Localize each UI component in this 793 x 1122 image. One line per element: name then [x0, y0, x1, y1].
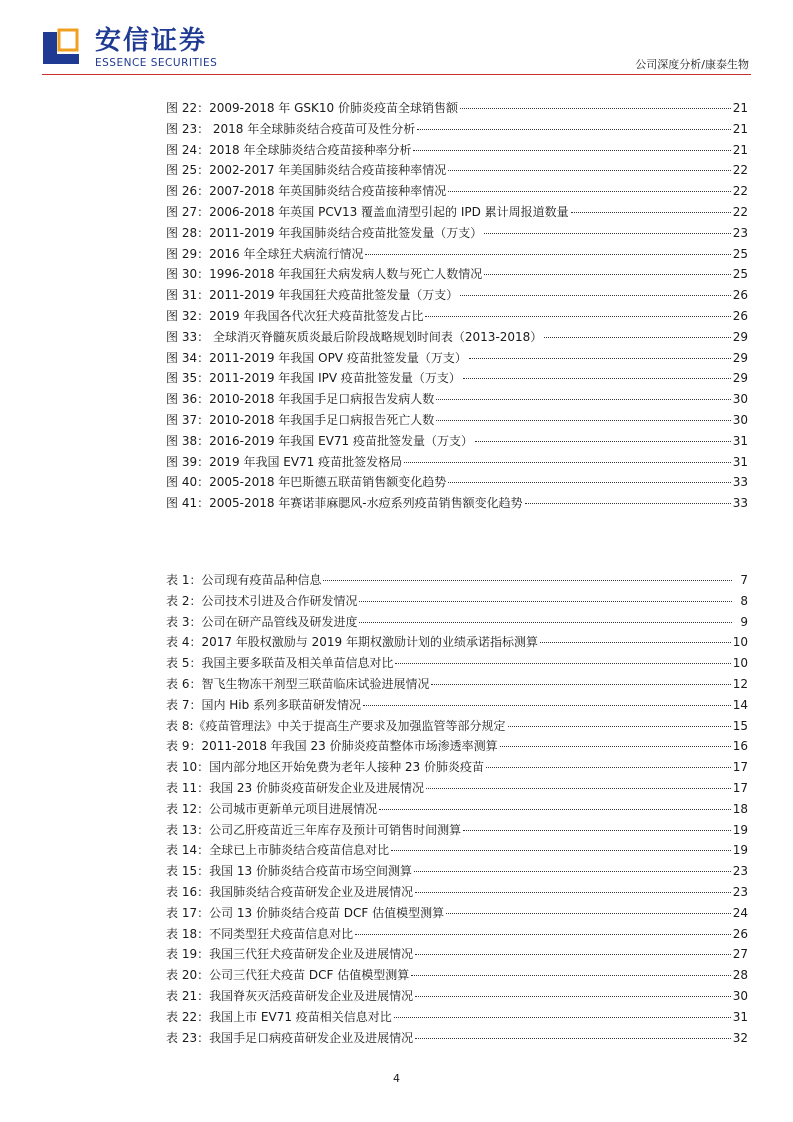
- header-divider: [42, 74, 751, 75]
- dot-leader: [414, 871, 731, 872]
- dot-leader: [413, 150, 730, 151]
- table-entry-title[interactable]: 表 1：公司现有疫苗品种信息: [166, 573, 322, 587]
- brand-name-en: ESSENCE SECURITIES: [95, 57, 218, 69]
- figure-entry-title[interactable]: 图 28：2011-2019 年我国肺炎结合疫苗批签发量（万支）: [166, 225, 483, 240]
- figure-entry[interactable]: [166, 452, 748, 473]
- table-entry-page[interactable]: 27: [732, 947, 748, 962]
- dot-leader: [448, 482, 730, 483]
- table-entry-title[interactable]: 表 4：2017 年股权激励与 2019 年期权激励计划的业绩承诺指标测算: [166, 635, 538, 650]
- table-entry-page[interactable]: 23: [732, 884, 748, 899]
- dot-leader: [446, 913, 731, 914]
- table-entry-page[interactable]: 24: [732, 905, 748, 920]
- dot-leader: [525, 503, 731, 504]
- figure-entry-title[interactable]: 图 37：2010-2018 年我国手足口病报告死亡人数: [166, 412, 435, 427]
- figure-index: [166, 98, 748, 514]
- figure-entry-page[interactable]: 25: [732, 246, 748, 261]
- dot-leader: [540, 642, 731, 643]
- figure-entry[interactable]: [166, 285, 748, 306]
- table-entry[interactable]: [166, 840, 748, 861]
- figure-entry[interactable]: [166, 140, 748, 161]
- dot-leader: [394, 1017, 731, 1018]
- table-entry-title[interactable]: 表 22：我国上市 EV71 疫苗相关信息对比: [166, 1009, 392, 1024]
- dot-leader: [395, 663, 730, 664]
- dot-leader: [469, 358, 731, 359]
- dot-leader: [431, 684, 730, 685]
- dot-leader: [355, 934, 731, 935]
- page-number: 4: [393, 1072, 400, 1085]
- figure-entry[interactable]: [166, 389, 748, 410]
- table-entry-title[interactable]: 表 18：不同类型狂犬疫苗信息对比: [166, 926, 354, 941]
- table-entry-page[interactable]: 23: [732, 864, 748, 879]
- figure-entry[interactable]: [166, 244, 748, 265]
- dot-leader: [363, 705, 731, 706]
- table-entry[interactable]: [166, 653, 748, 674]
- table-entry[interactable]: [166, 986, 748, 1007]
- table-entry-page[interactable]: 7: [740, 573, 748, 587]
- figure-entry-page[interactable]: 25: [732, 267, 748, 282]
- figure-entry[interactable]: [166, 327, 748, 348]
- essence-logo-icon: [42, 28, 80, 68]
- table-entry-page[interactable]: 19: [732, 843, 748, 858]
- table-entry[interactable]: [166, 716, 748, 737]
- table-entry-title[interactable]: 表 2：公司技术引进及合作研发情况: [166, 593, 358, 608]
- table-entry-page[interactable]: 17: [732, 780, 748, 795]
- table-entry-page[interactable]: 14: [732, 697, 748, 712]
- brand-name-cn: 安信证券: [95, 26, 208, 56]
- dot-leader: [411, 975, 730, 976]
- dot-leader: [460, 108, 731, 109]
- table-entry-page[interactable]: 10: [732, 656, 748, 671]
- table-entry-page[interactable]: 26: [732, 926, 748, 941]
- figure-entry-page[interactable]: 30: [732, 392, 748, 407]
- figure-entry-title[interactable]: 图 23： 2018 年全球肺炎结合疫苗可及性分析: [166, 121, 416, 136]
- figure-entry-page[interactable]: 31: [732, 454, 748, 469]
- dot-leader: [500, 746, 731, 747]
- figure-entry-page[interactable]: 33: [732, 475, 748, 490]
- figure-entry-page[interactable]: 23: [732, 225, 748, 240]
- table-entry-page[interactable]: 31: [732, 1009, 748, 1024]
- report-type: 公司深度分析/康泰生物: [635, 58, 749, 71]
- figure-entry-title[interactable]: 图 33： 全球消灭脊髓灰质炎最后阶段战略规划时间表（2013-2018）: [166, 329, 543, 344]
- dot-leader: [359, 622, 732, 623]
- figure-entry-title[interactable]: 图 35：2011-2019 年我国 IPV 疫苗批签发量（万支）: [166, 371, 461, 386]
- dot-leader: [448, 191, 730, 192]
- figure-entry[interactable]: [166, 181, 748, 202]
- dot-leader: [436, 420, 730, 421]
- table-entry[interactable]: [166, 591, 748, 612]
- figure-entry-title[interactable]: 图 26：2007-2018 年英国肺炎结合疫苗接种率情况: [166, 184, 447, 199]
- table-entry-page[interactable]: 12: [732, 676, 748, 691]
- table-entry-page[interactable]: 8: [740, 593, 748, 608]
- table-entry-title[interactable]: 表 21：我国脊灰灭活疫苗研发企业及进展情况: [166, 988, 414, 1003]
- figure-entry[interactable]: [166, 493, 748, 514]
- figure-entry[interactable]: [166, 431, 748, 452]
- table-entry-title[interactable]: 表 20：公司三代狂犬疫苗 DCF 估值模型测算: [166, 968, 410, 983]
- table-entry[interactable]: [166, 799, 748, 820]
- table-entry[interactable]: [166, 1007, 748, 1028]
- figure-entry-title[interactable]: 图 29：2016 年全球狂犬病流行情况: [166, 246, 364, 261]
- table-entry[interactable]: [166, 882, 748, 903]
- figure-entry-page[interactable]: 26: [732, 308, 748, 323]
- table-index: [166, 570, 748, 1048]
- dot-leader: [544, 337, 730, 338]
- table-entry[interactable]: [166, 674, 748, 695]
- figure-entry-title[interactable]: 图 40：2005-2018 年巴斯德五联苗销售额变化趋势: [166, 475, 447, 490]
- table-entry-page[interactable]: 15: [732, 718, 748, 733]
- table-entry[interactable]: [166, 861, 748, 882]
- table-entry[interactable]: [166, 757, 748, 778]
- figure-entry-page[interactable]: 31: [732, 433, 748, 448]
- figure-entry-page[interactable]: 21: [732, 142, 748, 157]
- figure-entry[interactable]: [166, 368, 748, 389]
- figure-entry-title[interactable]: 图 34：2011-2019 年我国 OPV 疫苗批签发量（万支）: [166, 350, 467, 365]
- table-entry-title[interactable]: 表 19：我国三代狂犬疫苗研发企业及进展情况: [166, 947, 414, 962]
- table-entry-page[interactable]: 18: [732, 801, 748, 816]
- dot-leader: [359, 601, 732, 602]
- table-entry-title[interactable]: 表 17：公司 13 价肺炎结合疫苗 DCF 估值模型测算: [166, 905, 445, 920]
- table-entry-title[interactable]: 表 8:《疫苗管理法》中关于提高生产要求及加强监管等部分规定: [166, 718, 506, 733]
- dot-leader: [365, 254, 730, 255]
- figure-entry-page[interactable]: 29: [732, 329, 748, 344]
- table-entry[interactable]: [166, 632, 748, 653]
- dot-leader: [475, 441, 731, 442]
- dot-leader: [426, 788, 731, 789]
- table-entry-title[interactable]: 表 9：2011-2018 年我国 23 价肺炎疫苗整体市场渗透率测算: [166, 739, 498, 754]
- dot-leader: [463, 830, 731, 831]
- page-header: [0, 0, 793, 78]
- figure-entry-page[interactable]: 21: [732, 121, 748, 136]
- figure-entry-title[interactable]: 图 39：2019 年我国 EV71 疫苗批签发格局: [166, 454, 403, 469]
- figure-entry-page[interactable]: 22: [732, 184, 748, 199]
- figure-entry-page[interactable]: 26: [732, 288, 748, 303]
- figure-entry-title[interactable]: 图 27：2006-2018 年英国 PCV13 覆盖血清型引起的 IPD 累计周报道数量: [166, 204, 569, 219]
- table-entry-title[interactable]: 表 14：全球已上市肺炎结合疫苗信息对比: [166, 843, 390, 858]
- table-entry[interactable]: [166, 695, 748, 716]
- figure-entry[interactable]: [166, 472, 748, 493]
- dot-leader: [417, 129, 730, 130]
- figure-entry-page[interactable]: 29: [732, 371, 748, 386]
- table-entry[interactable]: [166, 924, 748, 945]
- table-entry-page[interactable]: 30: [732, 988, 748, 1003]
- table-entry-page[interactable]: 10: [732, 635, 748, 650]
- dot-leader: [460, 295, 730, 296]
- table-entry-title[interactable]: 表 12：公司城市更新单元项目进展情况: [166, 801, 378, 816]
- dot-leader: [484, 233, 730, 234]
- table-entry-title[interactable]: 表 15：我国 13 价肺炎结合疫苗市场空间测算: [166, 864, 412, 879]
- dot-leader: [323, 580, 732, 581]
- dot-leader: [379, 809, 731, 810]
- figure-entry-title[interactable]: 图 41：2005-2018 年赛诺菲麻腮风-水痘系列疫苗销售额变化趋势: [166, 496, 523, 511]
- table-entry[interactable]: [166, 903, 748, 924]
- dot-leader: [425, 316, 730, 317]
- dot-leader: [486, 767, 731, 768]
- figure-entry[interactable]: [166, 160, 748, 181]
- table-entry-title[interactable]: 表 3：公司在研产品管线及研发进度: [166, 614, 358, 629]
- table-entry[interactable]: [166, 736, 748, 757]
- dot-leader: [404, 462, 731, 463]
- table-entry[interactable]: [166, 965, 748, 986]
- table-entry-title[interactable]: 表 7：国内 Hib 系列多联苗研发情况: [166, 697, 362, 712]
- figure-entry[interactable]: [166, 223, 748, 244]
- table-entry-page[interactable]: 16: [732, 739, 748, 754]
- figure-entry[interactable]: [166, 348, 748, 369]
- figure-entry[interactable]: [166, 98, 748, 119]
- figure-entry[interactable]: [166, 410, 748, 431]
- figure-entry-page[interactable]: 29: [732, 350, 748, 365]
- figure-entry-title[interactable]: 图 30：1996-2018 年我国狂犬病发病人数与死亡人数情况: [166, 267, 483, 282]
- dot-leader: [463, 378, 731, 379]
- figure-entry-title[interactable]: 图 32：2019 年我国各代次狂犬疫苗批签发占比: [166, 308, 424, 323]
- figure-entry[interactable]: [166, 264, 748, 285]
- dot-leader: [415, 1038, 731, 1039]
- figure-entry-title[interactable]: 图 36：2010-2018 年我国手足口病报告发病人数: [166, 392, 435, 407]
- dot-leader: [415, 996, 731, 997]
- figure-entry[interactable]: [166, 306, 748, 327]
- figure-entry-title[interactable]: 图 31：2011-2019 年我国狂犬疫苗批签发量（万支）: [166, 288, 459, 303]
- figure-entry[interactable]: [166, 119, 748, 140]
- table-entry[interactable]: [166, 570, 748, 591]
- dot-leader: [448, 170, 730, 171]
- figure-entry-title[interactable]: 图 25：2002-2017 年美国肺炎结合疫苗接种率情况: [166, 163, 447, 178]
- table-entry-title[interactable]: 表 11：我国 23 价肺炎疫苗研发企业及进展情况: [166, 780, 424, 795]
- table-entry[interactable]: [166, 820, 748, 841]
- table-entry-title[interactable]: 表 13：公司乙肝疫苗近三年库存及预计可销售时间测算: [166, 822, 462, 837]
- figure-entry-page[interactable]: 22: [732, 204, 748, 219]
- table-entry-page[interactable]: 9: [740, 614, 748, 629]
- figure-entry-page[interactable]: 33: [732, 496, 748, 511]
- figure-entry-title[interactable]: 图 24：2018 年全球肺炎结合疫苗接种率分析: [166, 142, 412, 157]
- table-entry-title[interactable]: 表 6：智飞生物冻干剂型三联苗临床试验进展情况: [166, 676, 430, 691]
- dot-leader: [484, 274, 730, 275]
- table-entry-title[interactable]: 表 16：我国肺炎结合疫苗研发企业及进展情况: [166, 884, 414, 899]
- table-entry[interactable]: [166, 778, 748, 799]
- figure-entry[interactable]: [166, 202, 748, 223]
- dot-leader: [571, 212, 731, 213]
- figure-entry-page[interactable]: 21: [732, 101, 748, 115]
- table-entry-page[interactable]: 17: [732, 760, 748, 775]
- dot-leader: [391, 850, 731, 851]
- table-entry-page[interactable]: 32: [732, 1030, 748, 1045]
- table-entry-title[interactable]: 表 5：我国主要多联苗及相关单苗信息对比: [166, 656, 394, 671]
- table-entry[interactable]: [166, 1028, 748, 1049]
- dot-leader: [508, 726, 731, 727]
- dot-leader: [436, 399, 730, 400]
- dot-leader: [415, 892, 731, 893]
- table-entry-page[interactable]: 28: [732, 968, 748, 983]
- table-entry-title[interactable]: 表 10：国内部分地区开始免费为老年人接种 23 价肺炎疫苗: [166, 760, 484, 775]
- table-entry[interactable]: [166, 612, 748, 633]
- table-entry[interactable]: [166, 944, 748, 965]
- dot-leader: [415, 954, 731, 955]
- figure-entry-title[interactable]: 图 38：2016-2019 年我国 EV71 疫苗批签发量（万支）: [166, 433, 473, 448]
- figure-entry-title[interactable]: 图 22：2009-2018 年 GSK10 价肺炎疫苗全球销售额: [166, 101, 458, 115]
- table-entry-page[interactable]: 19: [732, 822, 748, 837]
- figure-entry-page[interactable]: 30: [732, 412, 748, 427]
- figure-entry-page[interactable]: 22: [732, 163, 748, 178]
- table-entry-title[interactable]: 表 23：我国手足口病疫苗研发企业及进展情况: [166, 1030, 414, 1045]
